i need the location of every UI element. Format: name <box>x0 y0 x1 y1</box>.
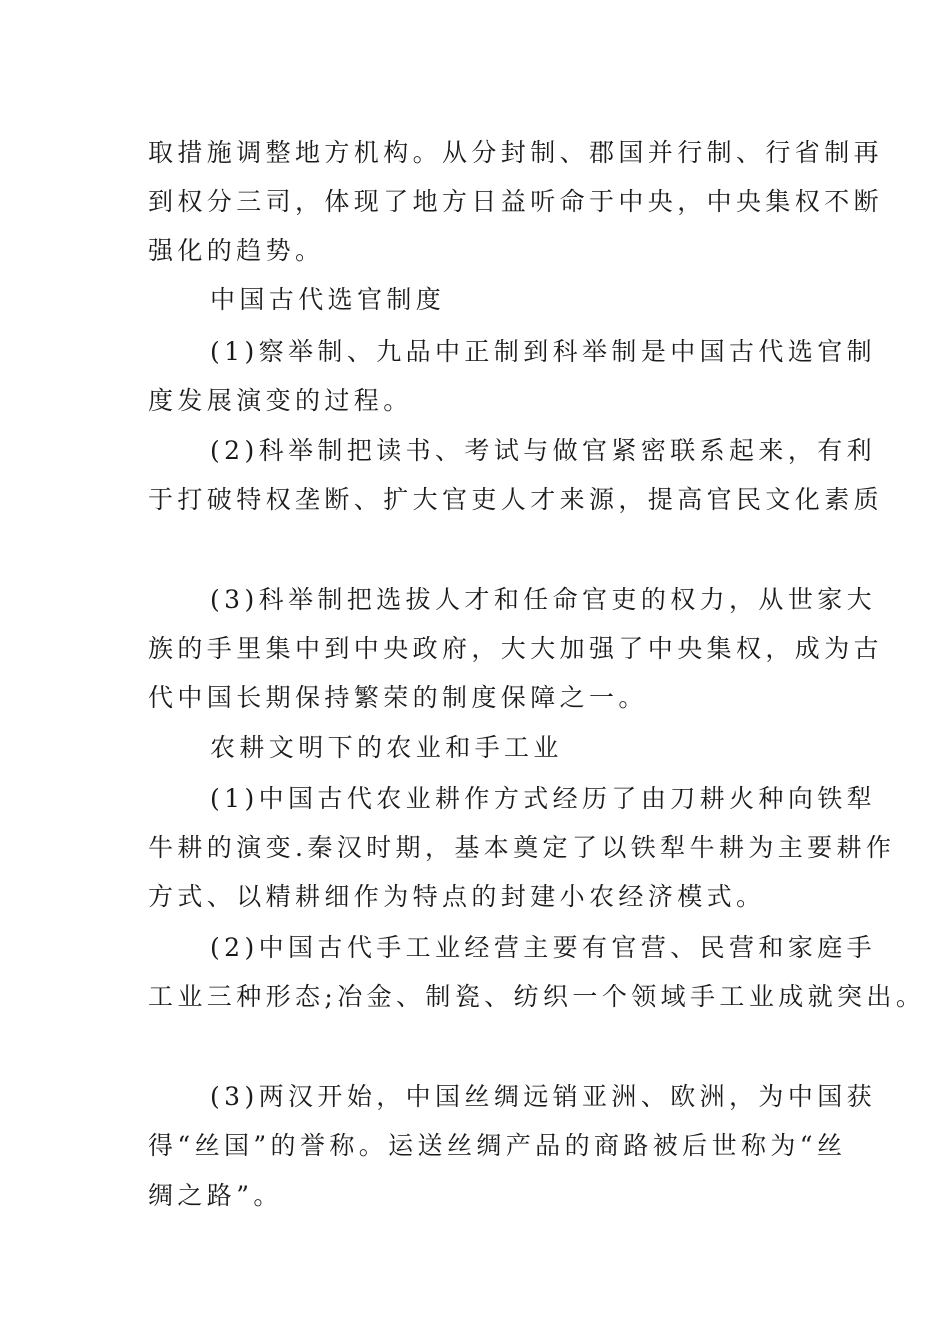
paragraph-line: 代中国长期保持繁荣的制度保障之一。 <box>148 683 648 712</box>
paragraph-line: (1)中国古代农业耕作方式经历了由刀耕火种向铁犁 <box>210 784 877 813</box>
paragraph-line: (3)科举制把选拔人才和任命官吏的权力，从世家大 <box>210 585 877 614</box>
paragraph-line: 族的手里集中到中央政府，大大加强了中央集权，成为古 <box>148 634 884 663</box>
paragraph-line: (2)中国古代手工业经营主要有官营、民营和家庭手 <box>210 933 877 962</box>
paragraph-line: 得“丝国”的誉称。运送丝绸产品的商路被后世称为“丝 <box>148 1131 847 1160</box>
paragraph-line: (2)科举制把读书、考试与做官紧密联系起来，有利 <box>210 436 877 465</box>
paragraph-line: 强化的趋势。 <box>148 236 325 265</box>
paragraph-line: (1)察举制、九品中正制到科举制是中国古代选官制 <box>210 337 877 366</box>
paragraph-line: 度发展演变的过程。 <box>148 386 413 415</box>
paragraph-line: 工业三种形态;冶金、制瓷、纺织一个领域手工业成就突出。 <box>148 982 926 1011</box>
section-heading: 农耕文明下的农业和手工业 <box>210 733 563 762</box>
paragraph-line: (3)两汉开始，中国丝绸远销亚洲、欧洲，为中国获 <box>210 1082 877 1111</box>
paragraph-line: 牛耕的演变.秦汉时期，基本奠定了以铁犁牛耕为主要耕作 <box>148 833 896 862</box>
paragraph-line: 取措施调整地方机构。从分封制、郡国并行制、行省制再 <box>148 138 884 167</box>
paragraph-line: 到权分三司，体现了地方日益听命于中央，中央集权不断 <box>148 187 884 216</box>
section-heading: 中国古代选官制度 <box>210 285 446 314</box>
paragraph-line: 于打破特权垄断、扩大官吏人才来源，提高官民文化素质 <box>148 485 884 514</box>
paragraph-line: 绸之路”。 <box>148 1181 283 1210</box>
paragraph-line: 方式、以精耕细作为特点的封建小农经济模式。 <box>148 882 766 911</box>
